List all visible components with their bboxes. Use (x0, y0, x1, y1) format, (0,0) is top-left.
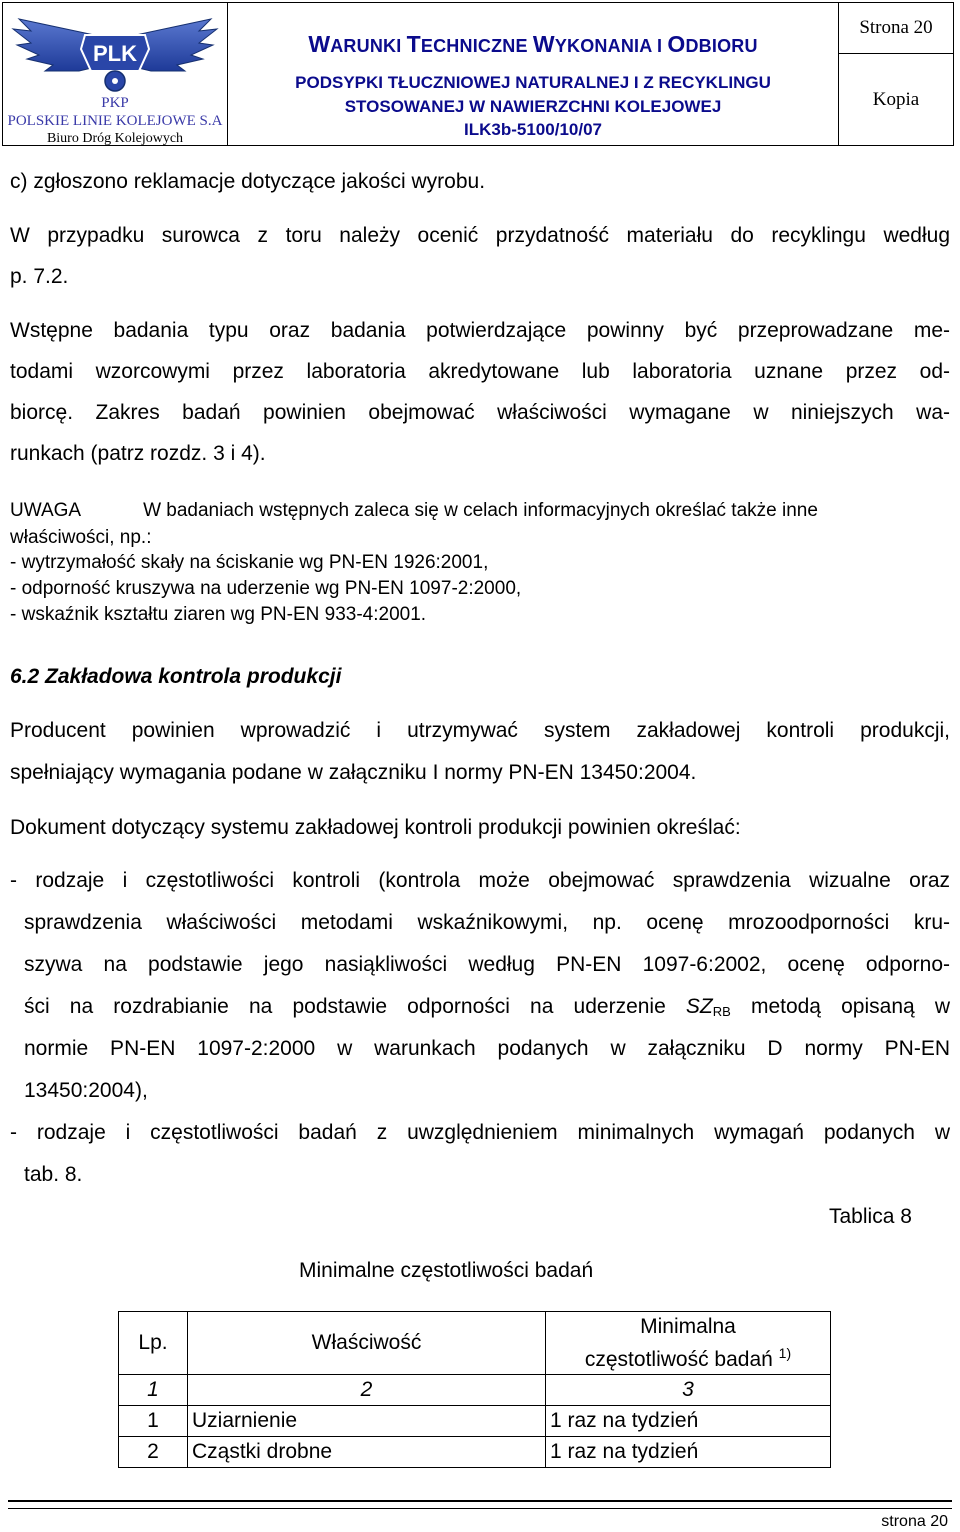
paragraph-initial-tests: Wstępne badania typu oraz badania potwierdzające powinny być przeprowadzane me- todami wzorcowymi przez laboratoria akredytowane lub laboratoria uznane przez od- biorcę. Zakres badań powinien obejmować właściwości wymagane w niniejszych wa- runkach (patrz rozdz. 3 i 4). (10, 319, 950, 465)
plk-winged-logo-icon (9, 9, 221, 93)
document-subtitle-1: PODSYPKI TŁUCZNIOWEJ NATURALNEJ I Z RECYKLINGU (295, 73, 771, 92)
document-header (2, 2, 954, 146)
list-item-1: - rodzaje i częstotliwości kontroli (kontrola może obejmować sprawdzenia wizualne oraz sprawdzenia właściwości metodami wskaźnikowymi, np. ocenę mrozoodporności kru- szywa na podstawie jego nasiąkliwości według PN-EN 1097-6:2002, ocenę odporno- ści na rozdrabianie na podstawie odporności na uderzenie $SZ_{RB}$ metodą opisaną w normie PN-EN 1097-2:2000 w warunkach podanych w załączniku D normy PN-EN 13450:2004), (10, 869, 950, 1102)
note-item-2: - odporność kruszywa na uderzenie wg PN-EN 1097-2:2000, (10, 578, 522, 599)
note-label: UWAGA (10, 500, 82, 521)
table-title: Minimalne częstotliwości badań (299, 1259, 594, 1282)
table-row: 2 Cząstki drobne 1 raz na tydzień (119, 1437, 831, 1468)
header-frequency: Minimalna częstotliwość badań $^{1)}$ (546, 1312, 831, 1375)
document-title: WARUNKI TECHNICZNE WYKONANIA I ODBIORU (308, 31, 758, 57)
header-property: Właściwość (188, 1312, 546, 1375)
page-label: Strona 20 (839, 3, 953, 54)
frequency-table (118, 1311, 831, 1468)
copy-label: Kopia (872, 88, 920, 110)
paragraph-fpc: Producent powinien wprowadzić i utrzymywać system zakładowej kontroli produkcji, spełniający wymagania podane w załączniku I normy PN-EN 13450:2004. (10, 719, 950, 784)
meta-cell (839, 3, 953, 145)
table-header-row (119, 1312, 831, 1375)
note-line-2: właściwości, np.: (10, 527, 152, 548)
table-reference: Tablica 8 (829, 1205, 912, 1228)
document-code: ILK3b-5100/10/07 (464, 120, 602, 139)
note-line-1: UWAGA W badaniach wstępnych zaleca się w celach informacyjnych określać także inne (10, 500, 818, 521)
table-row: 1 Uziarnienie 1 raz na tydzień (119, 1406, 831, 1437)
section-heading: 6.2 Zakładowa kontrola produkcji (10, 665, 342, 688)
table-index-row: 1 2 3 (119, 1375, 831, 1406)
paragraph-doc-intro: Dokument dotyczący systemu zakładowej kontroli produkcji powinien określać: (10, 816, 741, 839)
org-name: POLSKIE LINIE KOLEJOWE S.A (7, 113, 223, 129)
title-cell (228, 3, 839, 145)
logo-cell (3, 3, 228, 145)
paragraph-recycling: W przypadku surowca z toru należy ocenić przydatność materiału do recyklingu według p. 7.2. (10, 224, 950, 288)
note-item-3: - wskaźnik kształtu ziaren wg PN-EN 933-4:2001. (10, 604, 427, 625)
org-dept: Biuro Dróg Kolejowych (46, 131, 184, 146)
line-complaints: c) zgłoszono reklamacje dotyczące jakości wyrobu. (10, 170, 486, 193)
org-short: PKP (101, 95, 129, 111)
list-item-2: - rodzaje i częstotliwości badań z uwzględnieniem minimalnych wymagań podanych w tab. 8. (10, 1121, 950, 1186)
footer-divider (8, 1500, 952, 1509)
logo-text: PLK (93, 41, 137, 66)
document-subtitle-2: STOSOWANEJ W NAWIERZCHNI KOLEJOWEJ (344, 97, 722, 116)
header-lp: Lp. (119, 1312, 188, 1375)
footer-page-number: strona 20 (881, 1513, 948, 1530)
note-item-1: - wytrzymałość skały na ściskanie wg PN-EN 1926:2001, (10, 552, 489, 573)
